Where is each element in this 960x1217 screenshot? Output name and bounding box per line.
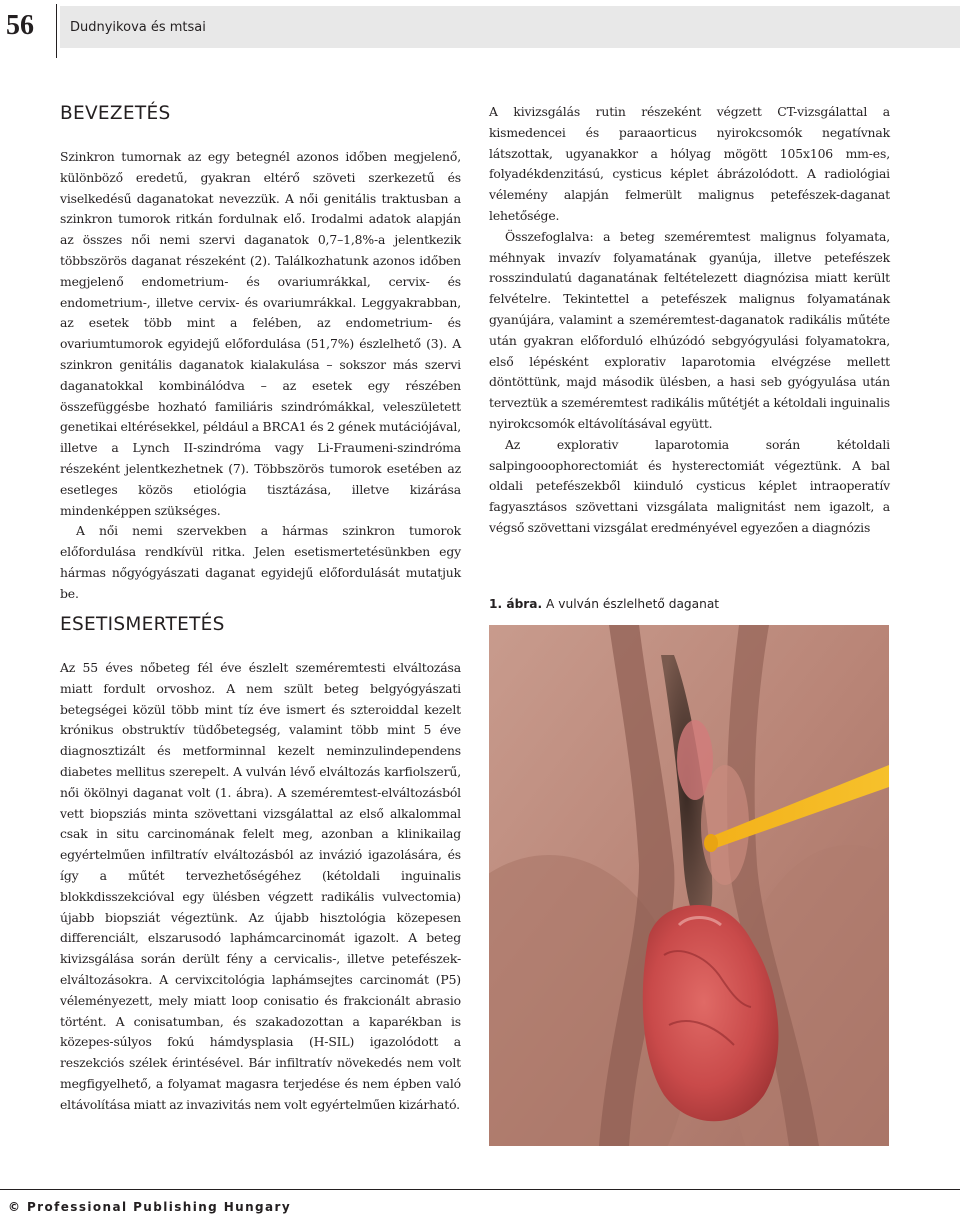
running-head: Dudnyikova és mtsai	[70, 20, 206, 35]
right-paragraph: A kivizsgálás rutin részeként végzett CT-vizsgálattal a kismedencei és paraaorticus nyirokcsomók negatívnak látszottak, ugyanakkor a hólyag mögött 105x106 mm-es, folyadékdenzitású, cysticus képlet ábrázolódott. A radiológiai vélemény alapján felmerült malignus petefészek-daganat lehetősége.	[489, 104, 890, 223]
section-title-case: ESETISMERTETÉS	[60, 614, 225, 635]
right-column-body	[489, 102, 890, 539]
figure-label: 1. ábra.	[489, 597, 543, 611]
section-title-intro: BEVEZETÉS	[60, 103, 171, 124]
page-header	[0, 0, 960, 58]
clinical-photo	[489, 625, 889, 1146]
intro-body	[60, 147, 461, 605]
intro-paragraph: Szinkron tumornak az egy betegnél azonos időben megjelenő, különböző eredetű, gyakran eltérő szöveti szerkezetű és viselkedésű daganatokat nevezzük. A női genitális traktusban a szinkron tumorok ritkán fordulnak elő. Irodalmi adatok alapján az összes női nemi szervi daganatok 0,7–1,8%-a jelentkezik többszörös daganat részeként (2). Találkozhatunk azonos időben megjelenő endometrium- és ovariumrákkal, cervix- és endometrium-, illetve cervix- és ovariumrákkal. Leggyakrabban, az esetek több mint a felében, az endometrium- és ovariumtumorok egyidejű előfordulása (51,7%) észlelhető (3). A szinkron genitális daganatok kialakulása – sokszor más szervi daganatokkal kombinálódva – az esetek egy részében összefüggésbe hozható familiáris szindrómákkal, veleszületett genetikai eltérésekkel, például a BRCA1 és 2 gének mutációjával, illetve a Lynch II-szindróma vagy Li-Fraumeni-szindróma részeként jelentkezhetnek (7). Többszörös tumorok esetében az esetleges közös etiológia tisztázása, illetve kizárása mindenképpen szükséges.	[60, 149, 461, 518]
intro-paragraph: A női nemi szervekben a hármas szinkron tumorok előfordulása rendkívül ritka. Jelen esetismertetésünkben egy hármas nőgyógyászati daganat egyidejű előfordulását mutatjuk be.	[60, 523, 461, 601]
case-paragraph: Az 55 éves nőbeteg fél éve észlelt szeméremtesti elváltozása miatt fordult orvoshoz. A nem szült beteg belgyógyászati betegségei közül több mint tíz éve ismert és szteroiddal kezelt krónikus obstruktív tüdőbetegség, valamint több mint 5 éve diagnosztizált és metforminnal kezelt neminzulindependens diabetes mellitus szerepelt. A vulván lévő elváltozás karfiolszerű, női ökölnyi daganat volt (1. ábra). A szeméremtest-elváltozásból vett biopsziás minta szövettani vizsgálattal az első alkalommal csak in situ carcinomának felelt meg, azonban a klinikailag egyértelműen infiltratív elváltozásból az invázió igazolására, és így a műtét tervezhetőségéhez (kétoldali inguinalis blokkdisszekcióval egy ülésben végzett radikális vulvectomia) újabb biopsziát végeztünk. Az újabb hisztológia közepesen differenciált, elszarusodó laphámcarcinomát igazolt. A beteg kivizsgálása során derült fény a cervicalis-, illetve petefészek-elváltozásokra. A cervixcitológia laphámsejtes carcinomát (P5) véleményezett, mely miatt loop conisatio és frakcionált abrasio történt. A conisatumban, és szakadozottan a kaparékban is közepes-súlyos fokú hámdysplasia (H-SIL) igazolódott a reszekciós szélek érintésével. Bár infiltratív növekedés nem volt megfigyelhető, a folyamat magasra terjedése és nem épben való eltávolítása miatt az invazivitás nem volt egyértelműen kizárható.	[60, 660, 461, 1112]
case-body	[60, 658, 461, 1116]
footer-divider	[0, 1189, 960, 1190]
right-paragraph: Az explorativ laparotomia során kétoldali salpingooophorectomiát és hysterectomiát végeztünk. A bal oldali petefészekből kiinduló cysticus képlet intraoperatív fagyasztásos szövettani vizsgálata malignitást nem igazolt, a végső szövettani vizsgálat eredményével egyezően a diagnózis	[489, 436, 890, 535]
page-number: 56	[6, 10, 34, 41]
copyright-notice: © Professional Publishing Hungary	[8, 1200, 292, 1214]
right-paragraph: Összefoglalva: a beteg szeméremtest malignus folyamata, méhnyak invazív folyamatának gyanúja, illetve petefészek rosszindulatú daganatának feltételezett diagnózisa miatt került felvételre. Tekintettel a petefészek malignus folyamatának gyanújára, valamint a szeméremtest-daganatok radikális műtéte után gyakran előforduló elhúzódó sebgyógyulási folyamatokra, első lépésként explorativ laparotomia elvégzése mellett döntöttünk, majd második ülésben, a hasi seb gyógyulása után terveztük a szeméremtest radikális műtétjét a kétoldali inguinalis nyirokcsomók eltávolításával együtt.	[489, 228, 890, 431]
header-divider	[56, 4, 57, 58]
figure-caption	[489, 597, 719, 611]
figure-caption-text: A vulván észlelhető daganat	[546, 597, 720, 611]
